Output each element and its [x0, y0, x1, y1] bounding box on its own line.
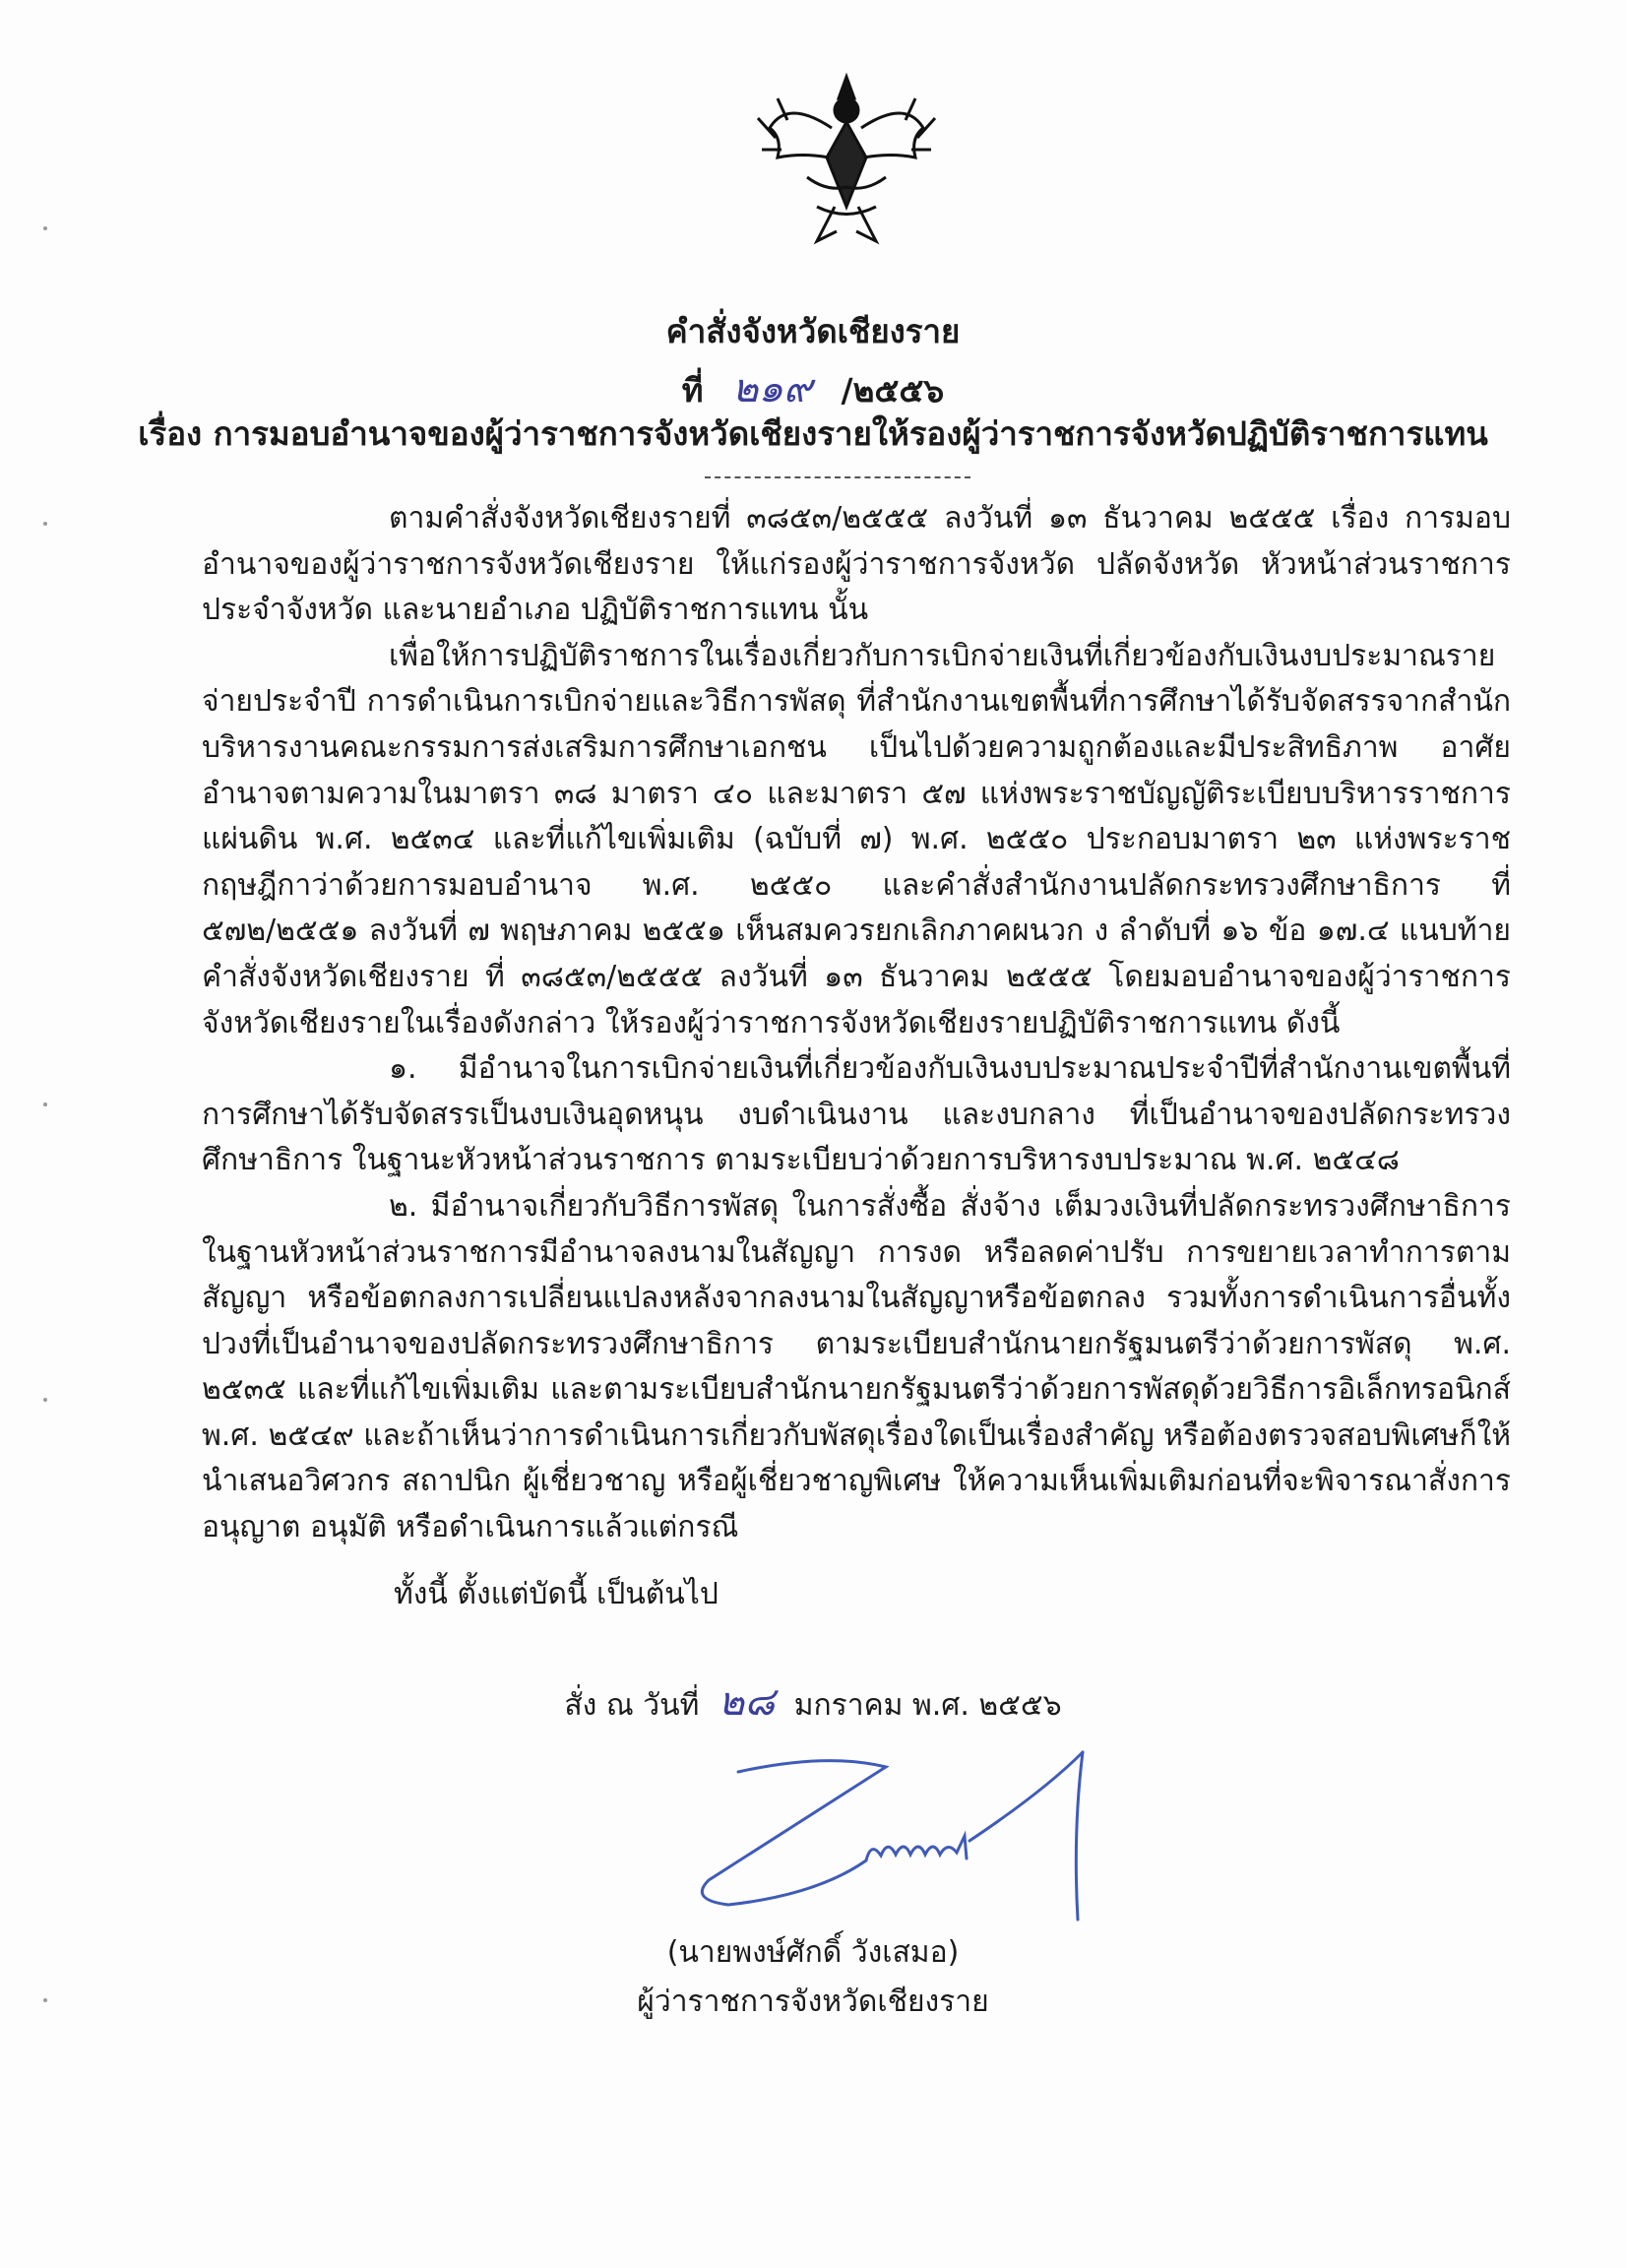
order-number-prefix: ที่ — [681, 371, 704, 410]
body-paragraph: ตามคำสั่งจังหวัดเชียงรายที่ ๓๘๕๓/๒๕๕๕ ลงวันที่ ๑๓ ธันวาคม ๒๕๕๕ เรื่อง การมอบอำนาจของผู้ว่าราชการจังหวัดเชียงราย ให้แก่รองผู้ว่าราชการจังหวัด ปลัดจังหวัด หัวหน้าส่วนราชการประจำจังหวัด และนายอำเภอ ปฏิบัติราชการแทน นั้น — [202, 501, 1511, 628]
body-paragraph: ๑. มีอำนาจในการเบิกจ่ายเงินที่เกี่ยวข้องกับเงินงบประมาณประจำปีที่สำนักงานเขตพื้นที่การศึกษาได้รับจัดสรรเป็นงบเงินอุดหนุน งบดำเนินงาน และงบกลาง ที่เป็นอำนาจของปลัดกระทรวงศึกษาธิการ ในฐานะหัวหน้าส่วนราชการ ตามระเบียบว่าด้วยการบริหารงบประมาณ พ.ศ. ๒๕๔๘ — [202, 1051, 1511, 1178]
order-subject: เรื่อง การมอบอำนาจของผู้ว่าราชการจังหวัดเชียงรายให้รองผู้ว่าราชการจังหวัดปฏิบัติราชการแทน — [138, 414, 1488, 453]
order-number-handwritten: ๒๑๙ — [731, 366, 813, 411]
signer-title: ผู้ว่าราชการจังหวัดเชียงราย — [637, 1984, 989, 2019]
order-title: คำสั่งจังหวัดเชียงราย — [665, 312, 961, 350]
order-body — [202, 496, 1511, 1551]
handwritten-signature — [669, 1732, 1260, 1949]
divider-line — [705, 476, 970, 478]
scan-mark — [43, 1998, 47, 2002]
scan-mark — [43, 1398, 47, 1402]
order-number-suffix: /๒๕๕๖ — [841, 371, 945, 410]
closing-statement: ทั้งนี้ ตั้งแต่บัดนี้ เป็นต้นไป — [394, 1577, 719, 1611]
order-date — [0, 1670, 1626, 1732]
date-prefix: สั่ง ณ วันที่ — [564, 1688, 700, 1723]
garuda-emblem-icon — [748, 59, 945, 256]
date-rest: มกราคม พ.ศ. ๒๕๕๖ — [793, 1688, 1062, 1723]
body-paragraph: เพื่อให้การปฏิบัติราชการในเรื่องเกี่ยวกับการเบิกจ่ายเงินที่เกี่ยวข้องกับเงินงบประมาณรายจ่ายประจำปี การดำเนินการเบิกจ่ายและวิธีการพัสดุ ที่สำนักงานเขตพื้นที่การศึกษาได้รับจัดสรรจากสำนักบริหารงานคณะกรรมการส่งเสริมการศึกษาเอกชน เป็นไปด้วยความถูกต้องและมีประสิทธิภาพ อาศัยอำนาจตามความในมาตรา ๓๘ มาตรา ๔๐ และมาตรา ๕๗ แห่งพระราชบัญญัติระเบียบบริหารราชการแผ่นดิน พ.ศ. ๒๕๓๔ และที่แก้ไขเพิ่มเติม (ฉบับที่ ๗) พ.ศ. ๒๕๕๐ ประกอบมาตรา ๒๓ แห่งพระราชกฤษฎีกาว่าด้วยการมอบอำนาจ พ.ศ. ๒๕๕๐ และคำสั่งสำนักงานปลัดกระทรวงศึกษาธิการ ที่ ๕๗๒/๒๕๕๑ ลงวันที่ ๗ พฤษภาคม ๒๕๕๑ เห็นสมควรยกเลิกภาคผนวก ง ลำดับที่ ๑๖ ข้อ ๑๗.๔ แนบท้ายคำสั่งจังหวัดเชียงราย ที่ ๓๘๕๓/๒๕๕๕ ลงวันที่ ๑๓ ธันวาคม ๒๕๕๕ โดยมอบอำนาจของผู้ว่าราชการจังหวัดเชียงรายในเรื่องดังกล่าว ให้รองผู้ว่าราชการจังหวัดเชียงรายปฏิบัติราชการแทน ดังนี้ — [202, 638, 1511, 1040]
scan-mark — [43, 1102, 47, 1106]
scan-mark — [43, 226, 47, 230]
body-paragraph: ๒. มีอำนาจเกี่ยวกับวิธีการพัสดุ ในการสั่งซื้อ สั่งจ้าง เต็มวงเงินที่ปลัดกระทรวงศึกษาธิการในฐานหัวหน้าส่วนราชการมีอำนาจลงนามในสัญญา การงด หรือลดค่าปรับ การขยายเวลาทำการตามสัญญา หรือข้อตกลงการเปลี่ยนแปลงหลังจากลงนามในสัญญาหรือข้อตกลง รวมทั้งการดำเนินการอื่นทั้งปวงที่เป็นอำนาจของปลัดกระทรวงศึกษาธิการ ตามระเบียบสำนักนายกรัฐมนตรีว่าด้วยการพัสดุ พ.ศ. ๒๕๓๕ และที่แก้ไขเพิ่มเติม และตามระเบียบสำนักนายกรัฐมนตรีว่าด้วยการพัสดุด้วยวิธีการอิเล็กทรอนิกส์ พ.ศ. ๒๕๔๙ และถ้าเห็นว่าการดำเนินการเกี่ยวกับพัสดุเรื่องใดเป็นเรื่องสำคัญ หรือต้องตรวจสอบพิเศษก็ให้นำเสนอวิศวกร สถาปนิก ผู้เชี่ยวชาญ หรือผู้เชี่ยวชาญพิเศษ ให้ความเห็นเพิ่มเติมก่อนที่จะพิจารณาสั่งการ อนุญาต อนุมัติ หรือดำเนินการแล้วแต่กรณี — [202, 1188, 1511, 1545]
scan-mark — [43, 522, 47, 526]
date-day-handwritten: ๒๘ — [718, 1679, 776, 1725]
signer-name: (นายพงษ์ศักดิ์ วังเสมอ) — [666, 1935, 960, 1970]
